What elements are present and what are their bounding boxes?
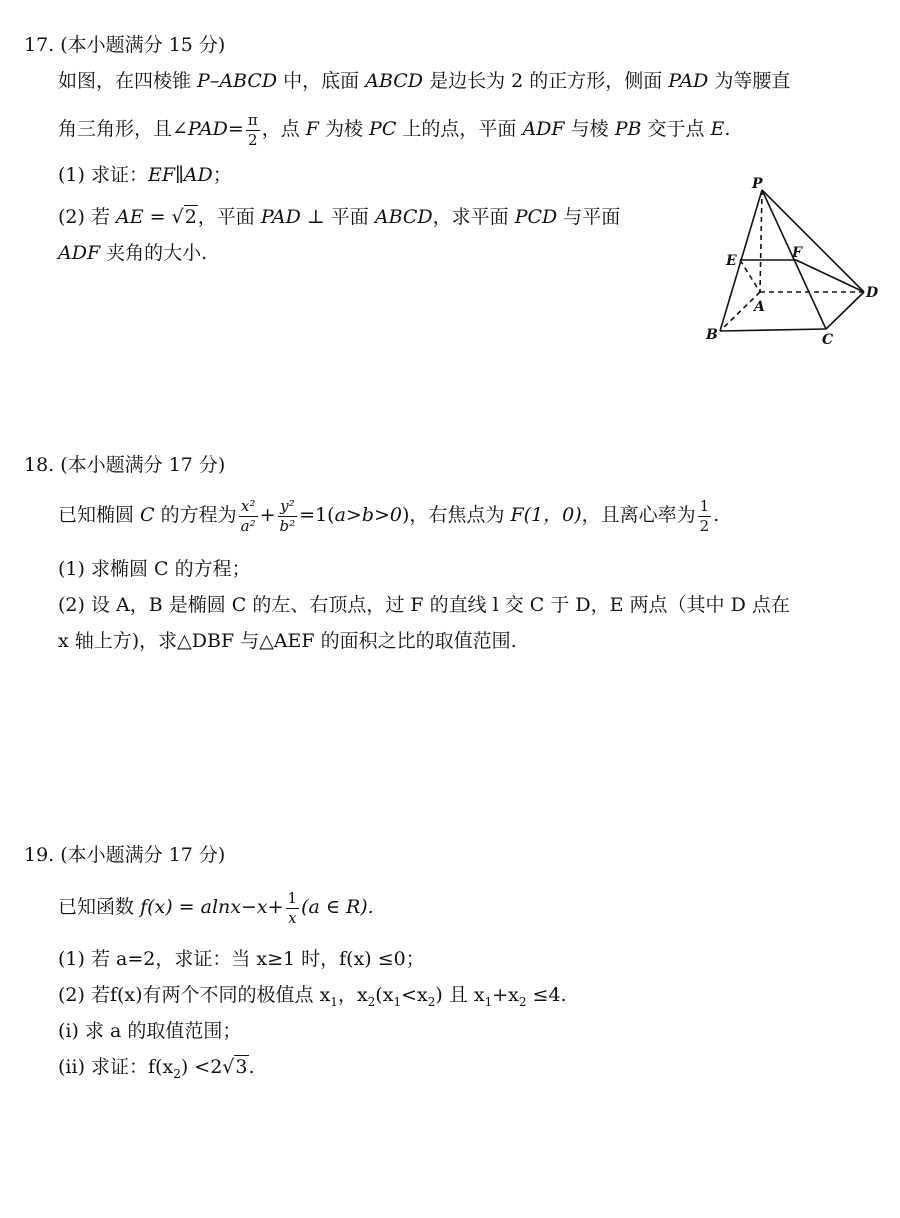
sqrt-argument: 2	[184, 206, 197, 228]
q19-part1: (1) 若 a=2，求证：当 x≥1 时，f(x) ≤0；	[58, 948, 425, 970]
q19-text: +x	[492, 984, 519, 1006]
fraction-numerator: 1	[287, 889, 298, 907]
q18-text: 的方程为	[154, 504, 237, 526]
sqrt-2	[172, 208, 198, 227]
vertex-label-c: C	[822, 332, 834, 348]
fraction-one-half	[698, 498, 712, 534]
q18-math: C	[140, 504, 155, 526]
q18-header: 18. (本小题满分 17 分)	[24, 454, 226, 476]
q19-math: (a ∈ R).	[301, 896, 374, 918]
q17-text: 与平面	[557, 206, 621, 228]
q19-text: ) 且 x	[435, 984, 485, 1006]
q19-text: ) <2	[180, 1056, 223, 1078]
q18-stem	[58, 498, 719, 534]
fraction-1-over-x	[286, 890, 300, 926]
edge-pa-hidden	[760, 190, 762, 292]
subscript: 2	[427, 994, 436, 1009]
q17-part1	[58, 166, 232, 185]
q17-math: PB	[614, 118, 642, 140]
q17-math: AE	[116, 206, 144, 228]
sqrt-symbol: √	[171, 206, 184, 228]
edge-cd	[826, 292, 864, 329]
q18-math: +	[259, 504, 276, 526]
part-label: (2) 若	[58, 206, 116, 228]
q18-text: )，右焦点为	[402, 504, 511, 526]
q19-text: ≤4.	[526, 984, 567, 1006]
fraction-numerator: y²	[278, 498, 298, 517]
subscript: 1	[393, 994, 402, 1009]
q18-part2-line2: x 轴上方)，求△DBF 与△AEF 的面积之比的取值范围.	[58, 630, 517, 652]
q19-part2-i: (i) 求 a 的取值范围；	[58, 1020, 242, 1042]
q17-math: P–ABCD	[197, 70, 278, 92]
q17-math: ABCD	[365, 70, 424, 92]
fraction-denominator: x	[288, 908, 297, 927]
edge-fd	[796, 260, 864, 292]
subscript: 2	[367, 994, 376, 1009]
q19-part2-ii	[58, 1058, 255, 1080]
q17-text: 为等腰直	[708, 70, 791, 92]
fraction-x2-a2	[239, 498, 258, 534]
q17-math: E.	[710, 118, 731, 140]
q17-math: PAD	[668, 70, 709, 92]
vertex-label-b: B	[706, 327, 718, 343]
q17-math: ADF	[522, 118, 565, 140]
q19-text: (2) 若f(x)有两个不同的极值点 x	[58, 984, 331, 1006]
q17-math: EF∥AD	[147, 164, 213, 186]
q19-text: .	[248, 1056, 255, 1078]
q18-part2-line1: (2) 设 A，B 是椭圆 C 的左、右顶点，过 F 的直线 l 交 C 于 D，E 两点（其中 D 点在	[58, 594, 790, 616]
q18-text: ，且离心率为	[581, 504, 696, 526]
q17-math: F	[305, 118, 319, 140]
q17-header: 17. (本小题满分 15 分)	[24, 34, 226, 56]
fraction-denominator: a²	[240, 516, 256, 535]
q18-math: F(1，0)	[510, 504, 582, 526]
fraction-denominator: 2	[699, 516, 710, 535]
q17-text: 是边长为 2 的正方形，侧面	[423, 70, 669, 92]
q18-text: 已知椭圆	[58, 504, 141, 526]
q17-math: PCD	[514, 206, 558, 228]
q17-math: PC	[369, 118, 397, 140]
q17-part2-line2	[58, 244, 207, 263]
vertex-label-a: A	[754, 299, 765, 315]
q17-text: 夹角的大小.	[100, 242, 208, 264]
q17-text: 中，底面	[277, 70, 366, 92]
vertex-label-e: E	[726, 253, 737, 269]
q19-text: (ii) 求证：f(x	[58, 1056, 174, 1078]
q17-text: 与棱	[564, 118, 615, 140]
q18-math: a>b>0	[334, 504, 402, 526]
edge-ea-hidden	[740, 260, 760, 292]
vertex-label-d: D	[866, 285, 879, 301]
q17-text: 角三角形，且∠	[58, 118, 188, 140]
q19-text: ，x	[337, 984, 368, 1006]
q19-text: <x	[401, 984, 428, 1006]
pi-over-2-fraction	[246, 112, 260, 148]
sqrt-3	[222, 1058, 248, 1077]
edge-ab-hidden	[720, 292, 760, 331]
subscript: 2	[518, 994, 527, 1009]
q17-math: PAD	[260, 206, 301, 228]
q17-text: 交于点	[641, 118, 711, 140]
q19-math: f(x) = alnx−x+	[140, 896, 284, 918]
q17-text: 上的点，平面	[396, 118, 523, 140]
q17-part2-line1	[58, 208, 620, 227]
fraction-numerator: x²	[239, 498, 258, 517]
q18-text: .	[713, 504, 720, 526]
q17-math: =	[227, 118, 244, 140]
edge-pd	[762, 190, 864, 292]
edge-pb	[720, 190, 762, 331]
q17-text: ⊥ 平面	[300, 206, 375, 228]
q17-text: ，求平面	[432, 206, 515, 228]
fraction-y2-b2	[278, 498, 298, 534]
vertex-label-f: F	[792, 245, 802, 261]
q17-text: 如图，在四棱锥	[58, 70, 198, 92]
q17-math: =	[143, 206, 172, 228]
q17-text: ；	[212, 164, 232, 186]
q17-math: ADF	[58, 242, 101, 264]
q19-part2	[58, 986, 567, 1008]
subscript: 1	[330, 994, 338, 1009]
edge-pc	[762, 190, 826, 329]
vertex-label-p: P	[752, 176, 763, 192]
q19-text: (x	[375, 984, 394, 1006]
subscript: 2	[173, 1066, 181, 1081]
subscript: 1	[484, 994, 493, 1009]
q18-math: =1(	[299, 504, 335, 526]
q19-text: 已知函数	[58, 896, 141, 918]
q19-stem	[58, 890, 374, 926]
q17-text: ，点	[261, 118, 306, 140]
sqrt-symbol: √	[222, 1056, 235, 1078]
q17-stem-line1	[58, 72, 790, 91]
sqrt-argument: 3	[235, 1056, 248, 1078]
q19-header: 19. (本小题满分 17 分)	[24, 844, 226, 866]
q17-text: 为棱	[318, 118, 370, 140]
part-label: (1) 求证：	[58, 164, 148, 186]
edge-bc	[720, 329, 826, 331]
q17-text: ，平面	[197, 206, 261, 228]
fraction-denominator: 2	[248, 130, 258, 149]
q18-part1: (1) 求椭圆 C 的方程；	[58, 558, 251, 580]
fraction-numerator: π	[247, 111, 258, 129]
q17-math: ABCD	[374, 206, 433, 228]
q17-math: PAD	[187, 118, 228, 140]
q17-stem-line2	[58, 112, 730, 148]
fraction-denominator: b²	[279, 516, 296, 535]
fraction-numerator: 1	[699, 497, 710, 515]
